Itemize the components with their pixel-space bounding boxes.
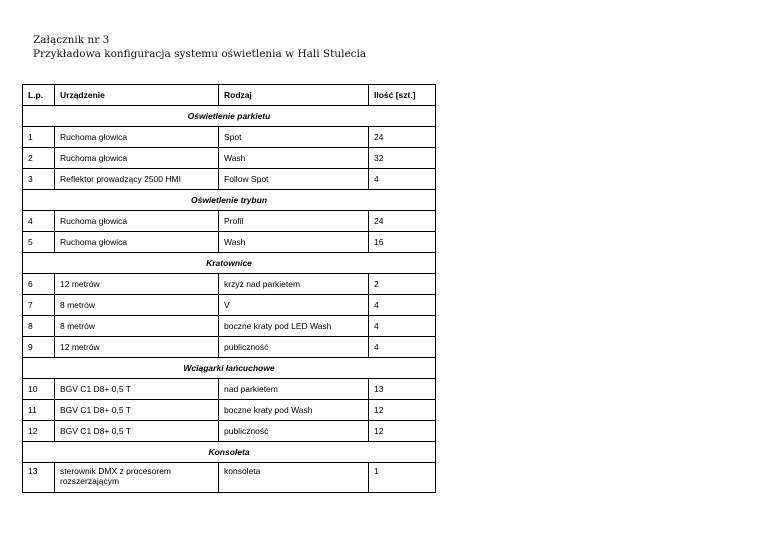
section-row — [23, 253, 436, 274]
section-title: Konsoleta — [23, 442, 436, 463]
attachment-label: Załącznik nr 3 — [33, 34, 110, 46]
cell-quantity: 4 — [369, 337, 436, 358]
section-title: Oświetlenie trybun — [23, 190, 436, 211]
cell-type: Wash — [219, 148, 369, 169]
cell-lp: 2 — [23, 148, 55, 169]
cell-type: publiczność — [219, 421, 369, 442]
cell-type: Follow Spot — [219, 169, 369, 190]
cell-lp: 3 — [23, 169, 55, 190]
table-row — [23, 127, 436, 148]
table-row — [23, 211, 436, 232]
cell-type: boczne kraty pod Wash — [219, 400, 369, 421]
cell-type: konsoleta — [219, 463, 369, 493]
table-row — [23, 337, 436, 358]
section-title: Wciągarki łańcuchowe — [23, 358, 436, 379]
cell-type: krzyż nad parkietem — [219, 274, 369, 295]
cell-quantity: 12 — [369, 421, 436, 442]
section-row — [23, 358, 436, 379]
cell-device: Ruchoma głowica — [55, 211, 219, 232]
cell-lp: 8 — [23, 316, 55, 337]
cell-quantity: 13 — [369, 379, 436, 400]
cell-device: BGV C1 D8+ 0,5 T — [55, 379, 219, 400]
table-row — [23, 295, 436, 316]
cell-device: BGV C1 D8+ 0,5 T — [55, 400, 219, 421]
cell-quantity: 4 — [369, 316, 436, 337]
cell-type: Spot — [219, 127, 369, 148]
section-row — [23, 106, 436, 127]
cell-device: 8 metrów — [55, 316, 219, 337]
cell-quantity: 2 — [369, 274, 436, 295]
header-quantity: Ilość [szt.] — [369, 85, 436, 106]
cell-device: Ruchoma głowica — [55, 148, 219, 169]
cell-device: 8 metrów — [55, 295, 219, 316]
cell-device: sterownik DMX z procesorem rozszerzającym — [55, 463, 219, 493]
cell-lp: 6 — [23, 274, 55, 295]
section-row — [23, 190, 436, 211]
cell-device: 12 metrów — [55, 274, 219, 295]
section-title: Oświetlenie parkietu — [23, 106, 436, 127]
cell-quantity: 4 — [369, 295, 436, 316]
cell-device: Ruchoma głowica — [55, 127, 219, 148]
header-type: Rodzaj — [219, 85, 369, 106]
cell-lp: 4 — [23, 211, 55, 232]
cell-type: nad parkietem — [219, 379, 369, 400]
document-title: Przykładowa konfiguracja systemu oświetlenia w Hali Stulecia — [33, 48, 367, 60]
header-device: Urządzenie — [55, 85, 219, 106]
cell-quantity: 4 — [369, 169, 436, 190]
section-title: Kratownice — [23, 253, 436, 274]
cell-quantity: 24 — [369, 211, 436, 232]
cell-device: Reflektor prowadzący 2500 HMI — [55, 169, 219, 190]
lighting-config-table — [22, 84, 436, 493]
table-row — [23, 400, 436, 421]
cell-lp: 13 — [23, 463, 55, 493]
table-row — [23, 379, 436, 400]
cell-type: publiczność — [219, 337, 369, 358]
cell-device: BGV C1 D8+ 0,5 T — [55, 421, 219, 442]
table-row — [23, 421, 436, 442]
table-row — [23, 148, 436, 169]
cell-device: 12 metrów — [55, 337, 219, 358]
cell-quantity: 1 — [369, 463, 436, 493]
cell-type: Profil — [219, 211, 369, 232]
cell-lp: 1 — [23, 127, 55, 148]
table-row — [23, 169, 436, 190]
cell-type: boczne kraty pod LED Wash — [219, 316, 369, 337]
cell-type: V — [219, 295, 369, 316]
section-row — [23, 442, 436, 463]
header-row — [23, 85, 436, 106]
cell-device: Ruchoma głowica — [55, 232, 219, 253]
cell-lp: 10 — [23, 379, 55, 400]
table-row — [23, 232, 436, 253]
table-row — [23, 316, 436, 337]
document-heading — [33, 33, 366, 61]
cell-quantity: 16 — [369, 232, 436, 253]
cell-quantity: 24 — [369, 127, 436, 148]
cell-lp: 9 — [23, 337, 55, 358]
cell-lp: 5 — [23, 232, 55, 253]
cell-lp: 7 — [23, 295, 55, 316]
table-row — [23, 463, 436, 493]
cell-quantity: 12 — [369, 400, 436, 421]
cell-type: Wash — [219, 232, 369, 253]
table-row — [23, 274, 436, 295]
cell-lp: 12 — [23, 421, 55, 442]
cell-lp: 11 — [23, 400, 55, 421]
header-lp: L.p. — [23, 85, 55, 106]
cell-quantity: 32 — [369, 148, 436, 169]
